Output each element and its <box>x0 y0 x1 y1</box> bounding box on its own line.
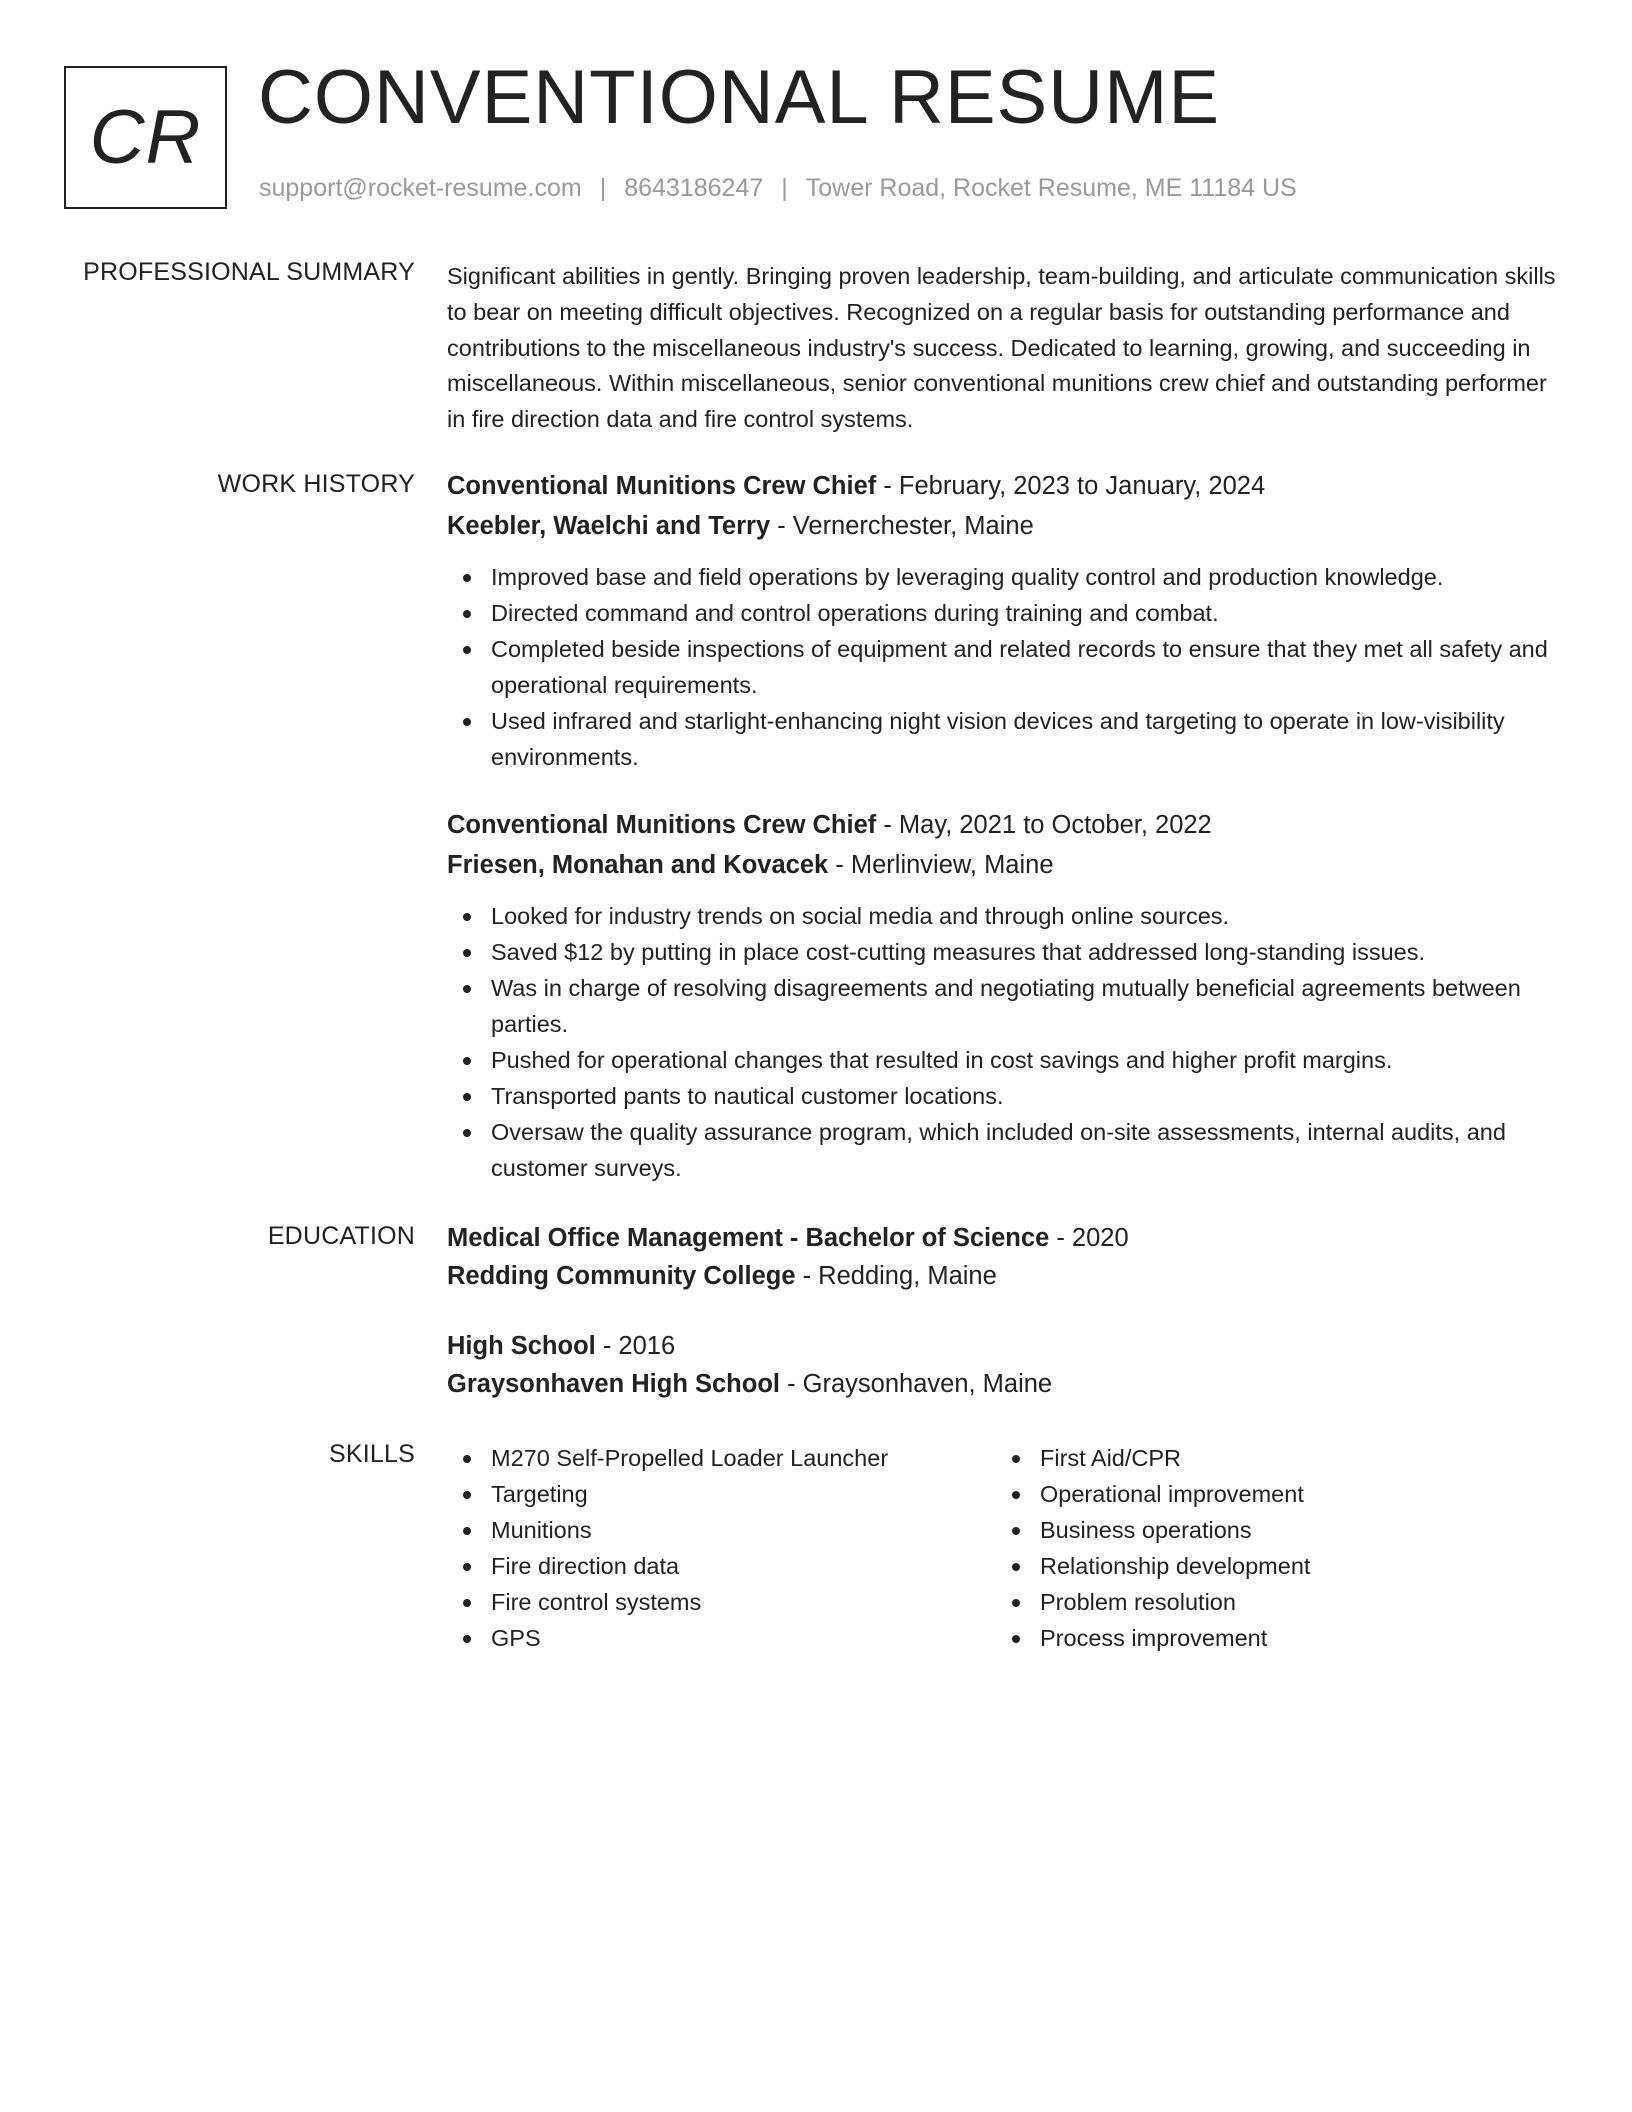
list-item: M270 Self-Propelled Loader Launcher <box>447 1440 996 1476</box>
summary-text: Significant abilities in gently. Bringing proven leadership, team-building, and articulate communication skills to bear on meeting difficult objectives. Recognized on a regular basis for outstanding performance and contributions to the miscellaneous industry's success. Dedicated to learning, growing, and succeeding in miscellaneous. Within miscellaneous, senior conventional munitions crew chief and outstanding performer in fire direction data and fire control systems. <box>447 263 1556 433</box>
education-entry <box>447 1219 1567 1295</box>
work-history-label: WORK HISTORY <box>217 470 415 498</box>
summary-label: PROFESSIONAL SUMMARY <box>83 258 415 286</box>
list-item: Directed command and control operations during training and combat. <box>447 595 1567 631</box>
contact-separator: | <box>599 174 607 202</box>
list-item: Pushed for operational changes that resulted in cost savings and higher profit margins. <box>447 1042 1567 1078</box>
company-line <box>447 506 1567 546</box>
job-dates: - May, 2021 to October, 2022 <box>876 811 1212 839</box>
job-title-line <box>447 805 1567 845</box>
school-name: Graysonhaven High School <box>447 1370 780 1398</box>
degree-line <box>447 1327 1567 1365</box>
job-bullets <box>447 898 1567 1186</box>
degree-name: High School <box>447 1332 596 1360</box>
list-item: Saved $12 by putting in place cost-cutting measures that addressed long-standing issues. <box>447 934 1567 970</box>
job-title-line <box>447 466 1567 506</box>
company-name: Friesen, Monahan and Kovacek <box>447 851 829 879</box>
list-item: Improved base and field operations by leveraging quality control and production knowledge. <box>447 559 1567 595</box>
degree-line <box>447 1219 1567 1257</box>
skills-columns <box>447 1440 1567 1656</box>
list-item: Fire control systems <box>447 1584 996 1620</box>
contact-phone: 8643186247 <box>624 174 764 202</box>
skills-list-right <box>996 1440 1545 1656</box>
monogram-box <box>64 66 227 209</box>
list-item: Completed beside inspections of equipment and related records to ensure that they met all safety and operational requirements. <box>447 631 1567 703</box>
job-dates: - February, 2023 to January, 2024 <box>876 472 1266 500</box>
list-item: GPS <box>447 1620 996 1656</box>
degree-year: - 2016 <box>595 1332 676 1360</box>
skills-list-left <box>447 1440 996 1656</box>
degree-name: Medical Office Management - Bachelor of Science <box>447 1224 1050 1252</box>
company-location: - Vernerchester, Maine <box>770 512 1034 540</box>
contact-line <box>259 174 1297 203</box>
school-name: Redding Community College <box>447 1262 796 1290</box>
monogram-initials: CR <box>89 95 202 180</box>
school-line <box>447 1365 1567 1403</box>
list-item: Oversaw the quality assurance program, which included on-site assessments, internal audits, and customer surveys. <box>447 1114 1567 1186</box>
list-item: First Aid/CPR <box>996 1440 1545 1476</box>
job-entry <box>447 466 1567 775</box>
skills-body <box>447 1440 1567 1656</box>
list-item: Fire direction data <box>447 1548 996 1584</box>
school-line <box>447 1257 1567 1295</box>
list-item: Process improvement <box>996 1620 1545 1656</box>
list-item: Business operations <box>996 1512 1545 1548</box>
degree-year: - 2020 <box>1049 1224 1129 1252</box>
education-label: EDUCATION <box>267 1222 415 1250</box>
company-line <box>447 845 1567 885</box>
school-location: - Redding, Maine <box>795 1262 997 1290</box>
list-item: Munitions <box>447 1512 996 1548</box>
contact-address: Tower Road, Rocket Resume, ME 11184 US <box>805 174 1297 202</box>
list-item: Looked for industry trends on social media and through online sources. <box>447 898 1567 934</box>
list-item: Targeting <box>447 1476 996 1512</box>
job-bullets <box>447 559 1567 775</box>
contact-email: support@rocket-resume.com <box>259 174 582 202</box>
skills-label: SKILLS <box>329 1440 415 1468</box>
list-item: Was in charge of resolving disagreements and negotiating mutually beneficial agreements between parties. <box>447 970 1567 1042</box>
company-name: Keebler, Waelchi and Terry <box>447 512 771 540</box>
school-location: - Graysonhaven, Maine <box>779 1370 1053 1398</box>
work-history-body <box>447 466 1567 1186</box>
job-title: Conventional Munitions Crew Chief <box>447 811 877 839</box>
list-item: Relationship development <box>996 1548 1545 1584</box>
list-item: Problem resolution <box>996 1584 1545 1620</box>
job-title: Conventional Munitions Crew Chief <box>447 472 877 500</box>
resume-name: CONVENTIONAL RESUME <box>258 55 1221 140</box>
contact-separator: | <box>781 174 788 202</box>
education-entry <box>447 1327 1567 1403</box>
company-location: - Merlinview, Maine <box>828 851 1054 879</box>
list-item: Transported pants to nautical customer locations. <box>447 1078 1567 1114</box>
job-entry <box>447 805 1567 1186</box>
list-item: Used infrared and starlight-enhancing night vision devices and targeting to operate in low-visibility environments. <box>447 703 1567 775</box>
education-body <box>447 1219 1567 1403</box>
list-item: Operational improvement <box>996 1476 1545 1512</box>
